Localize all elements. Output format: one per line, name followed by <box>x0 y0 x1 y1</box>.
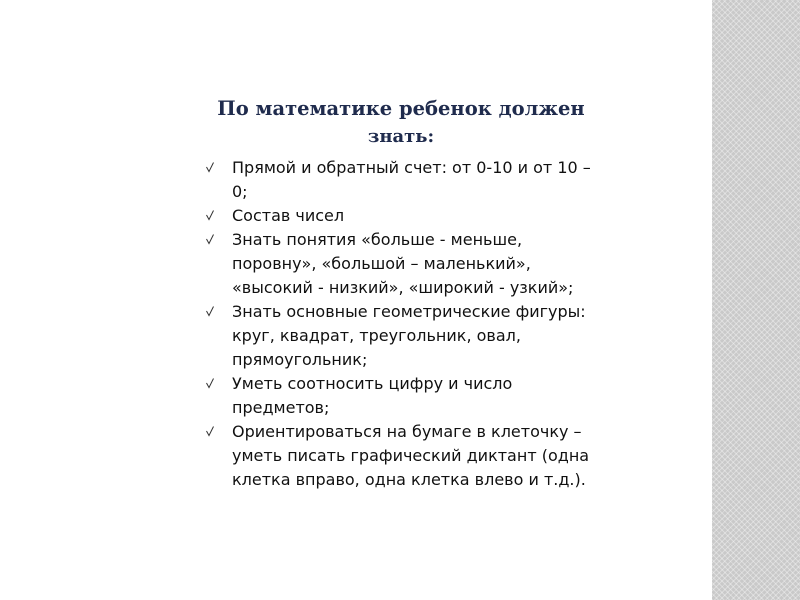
bullet-list <box>206 156 606 492</box>
bullet-text: Ориентироваться на бумаге в клеточку – уметь писать графический диктант (одна клетка вправо, одна клетка влево и т.д.). <box>232 422 590 489</box>
slide-title-line2: знать: <box>367 126 435 147</box>
bullet-item <box>206 204 606 228</box>
slide-title-line1: По математике ребенок должен <box>217 97 585 120</box>
slide-title <box>196 95 606 150</box>
bullet-item <box>206 156 606 204</box>
decorative-side-pattern <box>712 0 800 600</box>
checkmark-bullet-icon <box>206 210 214 221</box>
checkmark-bullet-icon <box>206 378 214 389</box>
checkmark-bullet-icon <box>206 234 214 245</box>
bullet-item <box>206 300 606 371</box>
bullet-text: Знать основные геометрические фигуры: круг, квадрат, треугольник, овал, прямоугольник; <box>232 302 586 369</box>
bullet-item <box>206 420 606 491</box>
checkmark-bullet-icon <box>206 306 214 317</box>
bullet-text: Состав чисел <box>232 206 345 226</box>
checkmark-bullet-icon <box>206 426 214 437</box>
bullet-item <box>206 372 606 420</box>
bullet-text: Прямой и обратный счет: от 0-10 и от 10 – 0; <box>232 158 591 201</box>
bullet-text: Знать понятия «больше - меньше, поровну», «большой – маленький», «высокий - низкий», «широкий - узкий»; <box>232 230 574 297</box>
checkmark-bullet-icon <box>206 162 214 173</box>
bullet-text: Уметь соотносить цифру и число предметов; <box>232 374 513 417</box>
bullet-item <box>206 228 606 299</box>
